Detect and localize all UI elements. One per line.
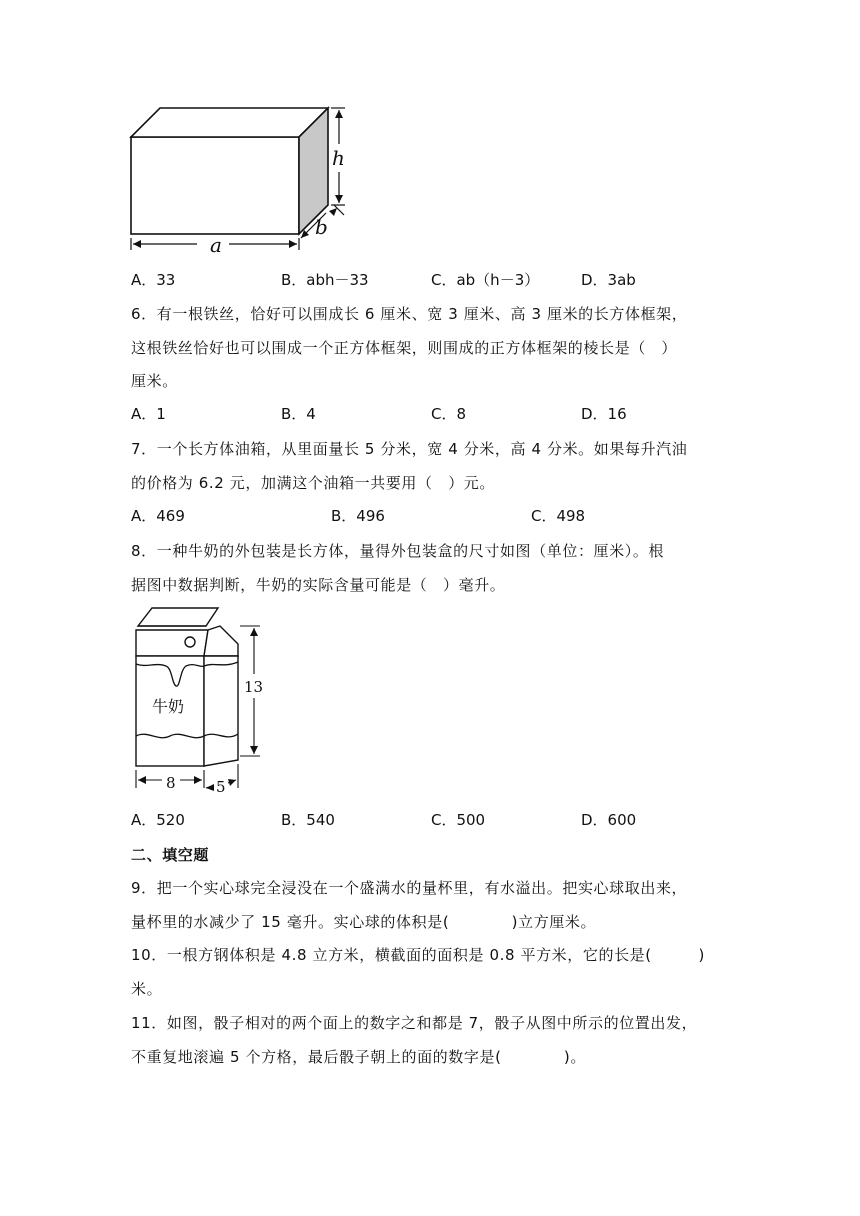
q8-option-a[interactable]: A．520 <box>131 811 185 829</box>
q8-option-b[interactable]: B．540 <box>281 811 335 829</box>
label-a: a <box>210 233 222 257</box>
label-h: h <box>332 146 345 170</box>
q6-line-2: 这根铁丝恰好也可以围成一个正方体框架，则围成的正方体框架的棱长是（ ） <box>131 339 678 357</box>
width-label: 5 <box>216 778 226 796</box>
section-heading: 二、填空题 <box>131 846 210 864</box>
q6-line-3: 厘米。 <box>131 372 178 390</box>
q8-option-c[interactable]: C．500 <box>431 811 486 829</box>
q10-line-2: 米。 <box>131 980 163 998</box>
q10-line-1: 10．一根方钢体积是 4.8 立方米，横截面的面积是 0.8 平方米，它的长是( ) <box>131 946 705 964</box>
q5-option-a[interactable]: A．33 <box>131 271 176 289</box>
q7-option-a[interactable]: A．469 <box>131 507 185 525</box>
q7-option-b[interactable]: B．496 <box>331 507 385 525</box>
cuboid-figure <box>125 100 365 260</box>
q5-option-d[interactable]: D．3ab <box>581 271 636 289</box>
q11-line-2: 不重复地滚遍 5 个方格，最后骰子朝上的面的数字是( )。 <box>131 1048 586 1066</box>
q6-option-d[interactable]: D．16 <box>581 405 627 423</box>
q7-line-2: 的价格为 6.2 元，加满这个油箱一共要用（ ）元。 <box>131 474 495 492</box>
q9-line-1: 9．把一个实心球完全浸没在一个盛满水的量杯里，有水溢出。把实心球取出来， <box>131 879 688 897</box>
q6-option-b[interactable]: B．4 <box>281 405 316 423</box>
q6-option-a[interactable]: A．1 <box>131 405 166 423</box>
q6-option-c[interactable]: C．8 <box>431 405 467 423</box>
length-label: 8 <box>166 774 176 792</box>
q5-option-b[interactable]: B．abh－33 <box>281 271 369 289</box>
height-label: 13 <box>244 678 264 696</box>
milk-carton-figure <box>128 604 278 800</box>
q8-line-1: 8．一种牛奶的外包装是长方体，量得外包装盒的尺寸如图（单位：厘米）。根 <box>131 542 665 560</box>
q6-line-1: 6．有一根铁丝，恰好可以围成长 6 厘米、宽 3 厘米、高 3 厘米的长方体框架， <box>131 305 688 323</box>
q5-option-c[interactable]: C．ab（h－3） <box>431 271 540 289</box>
q7-option-c[interactable]: C．498 <box>531 507 586 525</box>
q8-option-d[interactable]: D．600 <box>581 811 637 829</box>
q11-line-1: 11．如图，骰子相对的两个面上的数字之和都是 7，骰子从图中所示的位置出发， <box>131 1014 698 1032</box>
q7-line-1: 7．一个长方体油箱，从里面量长 5 分米，宽 4 分米，高 4 分米。如果每升汽油 <box>131 440 688 458</box>
q9-line-2: 量杯里的水减少了 15 毫升。实心球的体积是( )立方厘米。 <box>131 913 597 931</box>
carton-label: 牛奶 <box>152 697 185 716</box>
label-b: b <box>315 215 328 239</box>
q8-line-2: 据图中数据判断，牛奶的实际含量可能是（ ）毫升。 <box>131 576 506 594</box>
